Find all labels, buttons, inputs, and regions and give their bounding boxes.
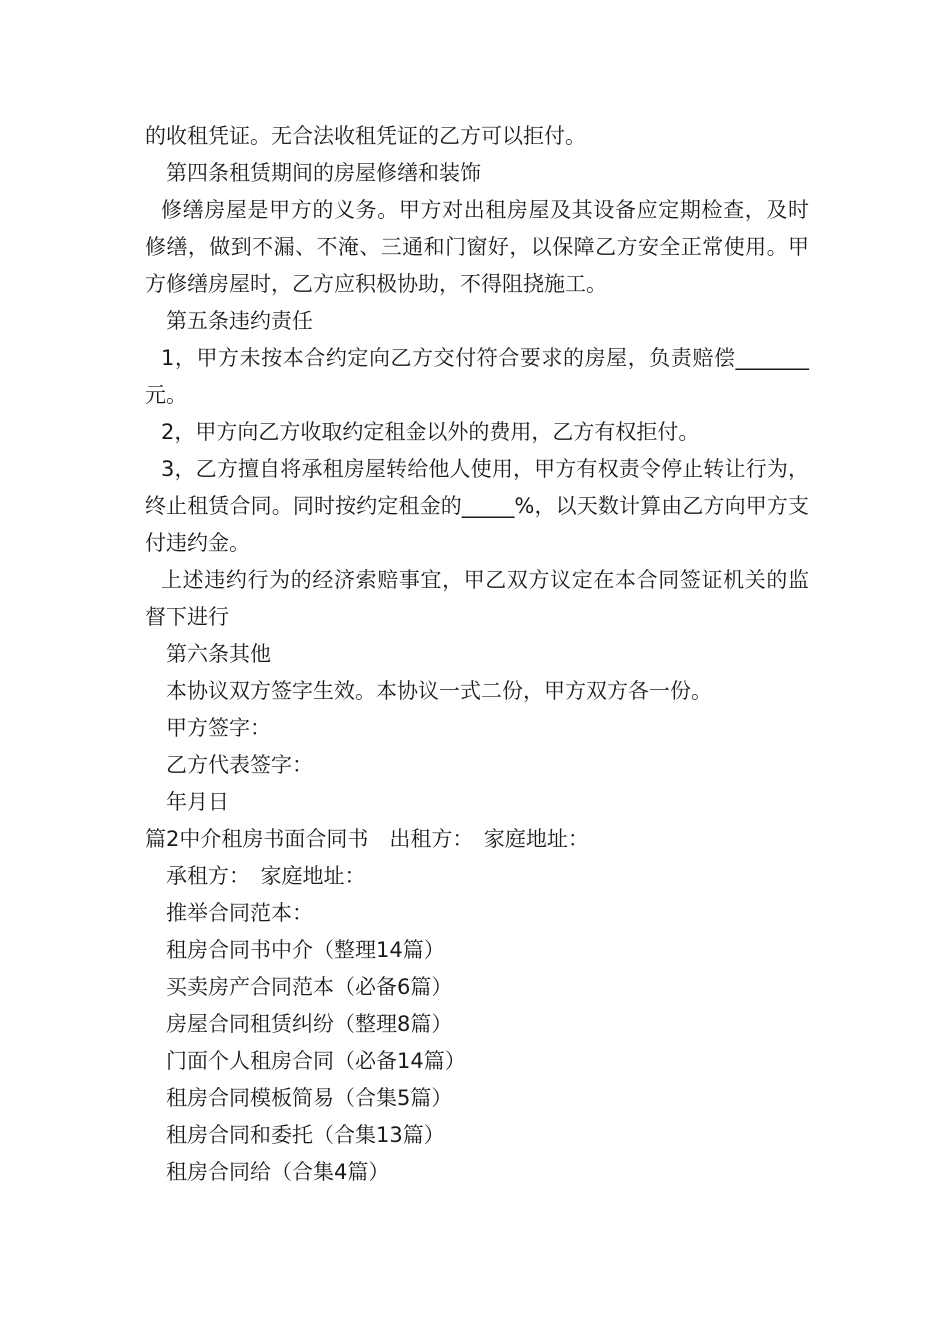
paragraph: 修缮房屋是甲方的义务。甲方对出租房屋及其设备应定期检查，及时修缮，做到不漏、不淹、三通和门窗好，以保障乙方安全正常使用。甲方修缮房屋时，乙方应积极协助，不得阻挠施工。 — [145, 198, 809, 296]
section-heading: 第四条租赁期间的房屋修缮和装饰 — [166, 161, 481, 185]
section-heading: 第五条违约责任 — [166, 309, 313, 333]
paragraph: 的收租凭证。无合法收租凭证的乙方可以拒付。 — [145, 124, 586, 148]
list-item: 租房合同给（合集4篇） — [166, 1160, 390, 1184]
list-item: 租房合同书中介（整理14篇） — [166, 938, 445, 962]
clause-item: 2，甲方向乙方收取约定租金以外的费用，乙方有权拒付。 — [161, 420, 700, 444]
list-item: 房屋合同租赁纠纷（整理8篇） — [166, 1012, 453, 1036]
list-item: 门面个人租房合同（必备14篇） — [166, 1049, 466, 1073]
paragraph: 承租方： 家庭地址： — [166, 864, 366, 888]
clause-item: 1，甲方未按本合约定向乙方交付符合要求的房屋，负责赔偿_______元。 — [145, 346, 809, 407]
list-item: 租房合同和委托（合集13篇） — [166, 1123, 445, 1147]
paragraph: 推举合同范本： — [166, 901, 313, 925]
document-body — [145, 118, 809, 1191]
clause-item: 3，乙方擅自将承租房屋转给他人使用，甲方有权责令停止转让行为，终止租赁合同。同时按约定租金的_____%，以天数计算由乙方向甲方支付违约金。 — [145, 457, 809, 555]
paragraph: 本协议双方签字生效。本协议一式二份，甲方双方各一份。 — [166, 679, 712, 703]
list-item: 租房合同模板简易（合集5篇） — [166, 1086, 453, 1110]
paragraph: 上述违约行为的经济索赔事宜，甲乙双方议定在本合同签证机关的监督下进行 — [145, 568, 809, 629]
list-item: 买卖房产合同范本（必备6篇） — [166, 975, 453, 999]
section-heading: 第六条其他 — [166, 642, 271, 666]
section-heading: 篇2中介租房书面合同书 出租方： 家庭地址： — [145, 827, 589, 851]
signature-line: 乙方代表签字： — [166, 753, 313, 777]
date-line: 年月日 — [166, 790, 229, 814]
signature-line: 甲方签字： — [166, 716, 271, 740]
